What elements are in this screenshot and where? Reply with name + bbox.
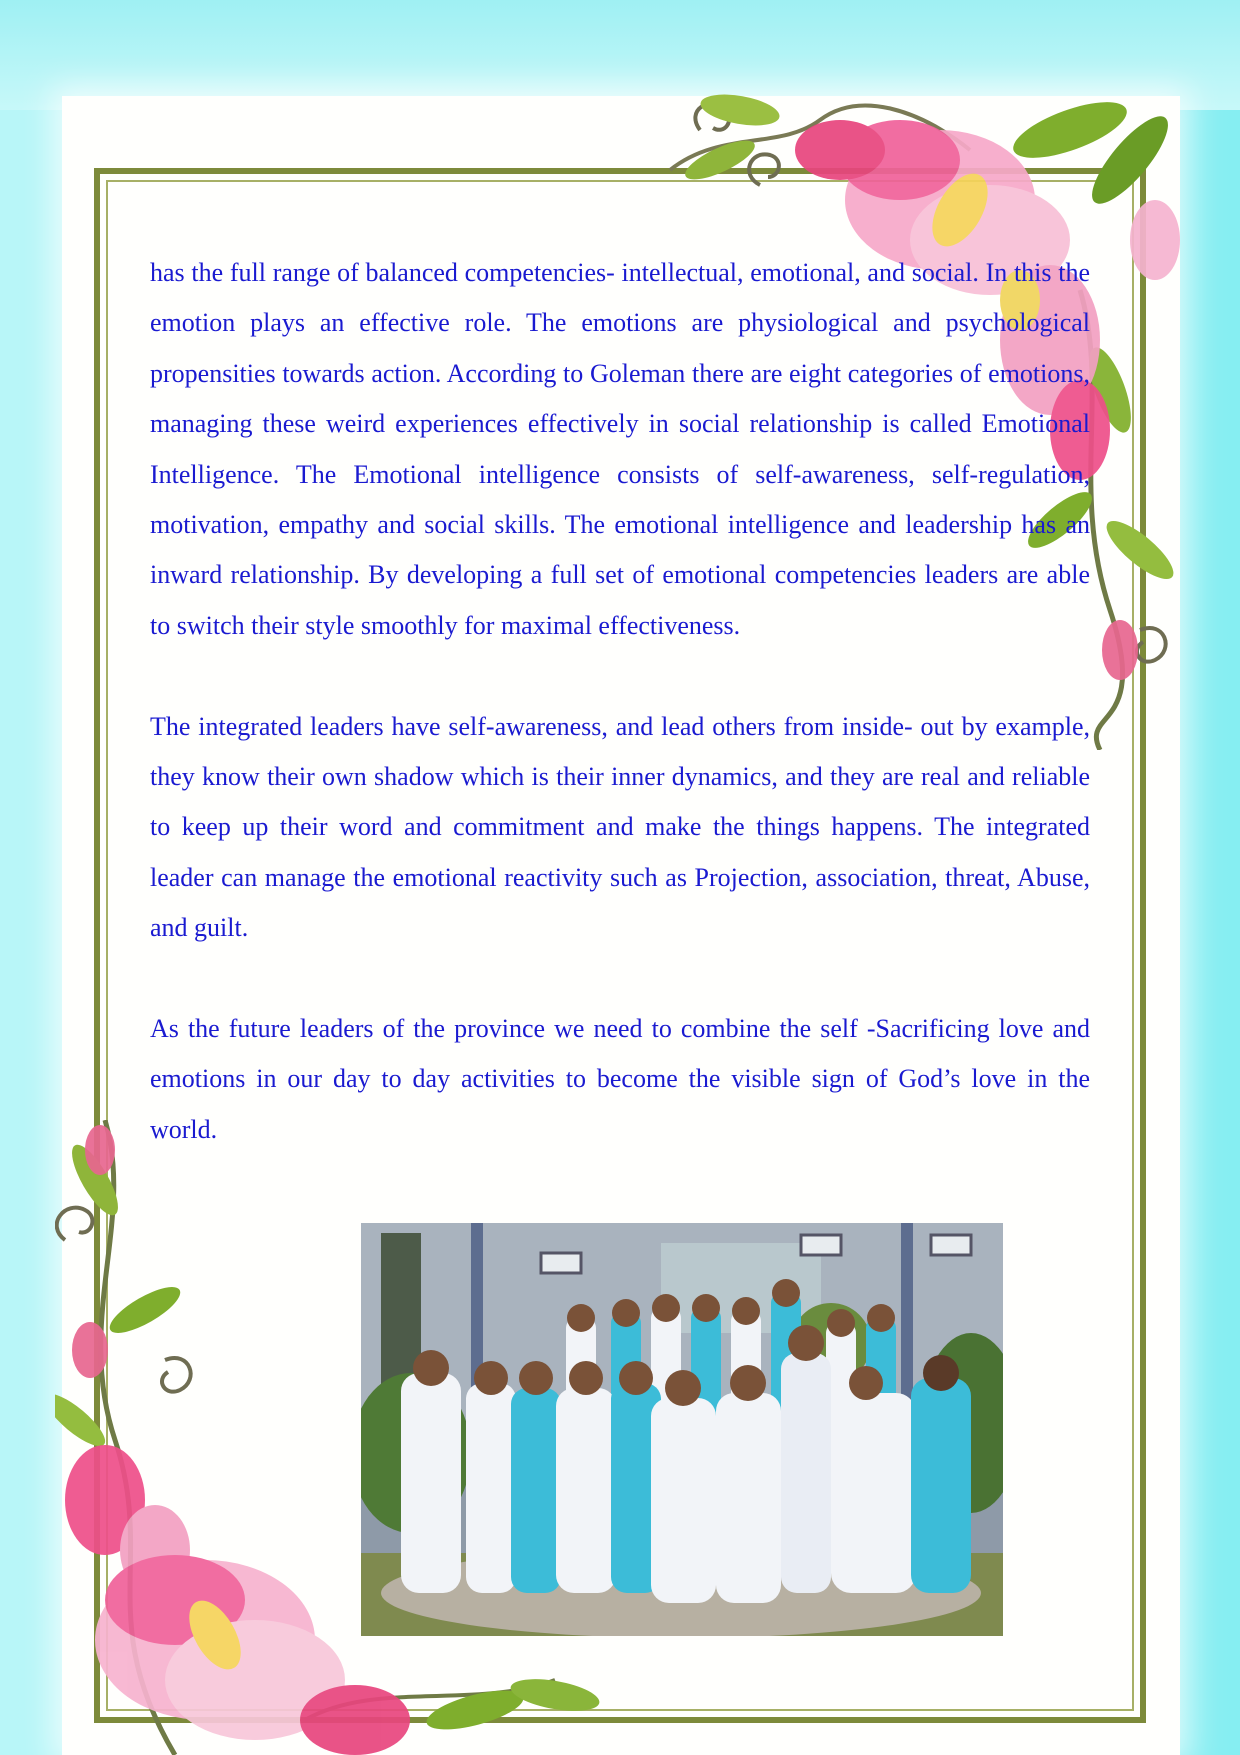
- paragraph-3: As the future leaders of the province we need to combine the self -Sacrificing love and emotions in our day to day activities to become the visible sign of God’s love in the world.: [150, 1014, 1090, 1144]
- paragraph-2: The integrated leaders have self-awareness, and lead others from inside- out by example, they know their own shadow which is their inner dynamics, and they are real and reliable to keep up their word and commitment and make the things happens. The integrated leader can manage the emotional reactivity such as Projection, association, threat, Abuse, and guilt.: [150, 711, 1090, 943]
- paragraph-1: has the full range of balanced competencies- intellectual, emotional, and social. In this the emotion plays an effective role. The emotions are physiological and psychological propensities towards action. According to Goleman there are eight categories of emotions, managing these weird experiences effectively in social relationship is called Emotional Intelligence. The Emotional intelligence consists of self-awareness, self-regulation, motivation, empathy and social skills. The emotional intelligence and leadership has an inward relationship. By developing a full set of emotional competencies leaders are able to switch their style smoothly for maximal effectiveness.: [150, 258, 1090, 640]
- group-photo-icon: [361, 1223, 1003, 1636]
- document-body: [150, 248, 1090, 1206]
- group-photo: [361, 1223, 1003, 1636]
